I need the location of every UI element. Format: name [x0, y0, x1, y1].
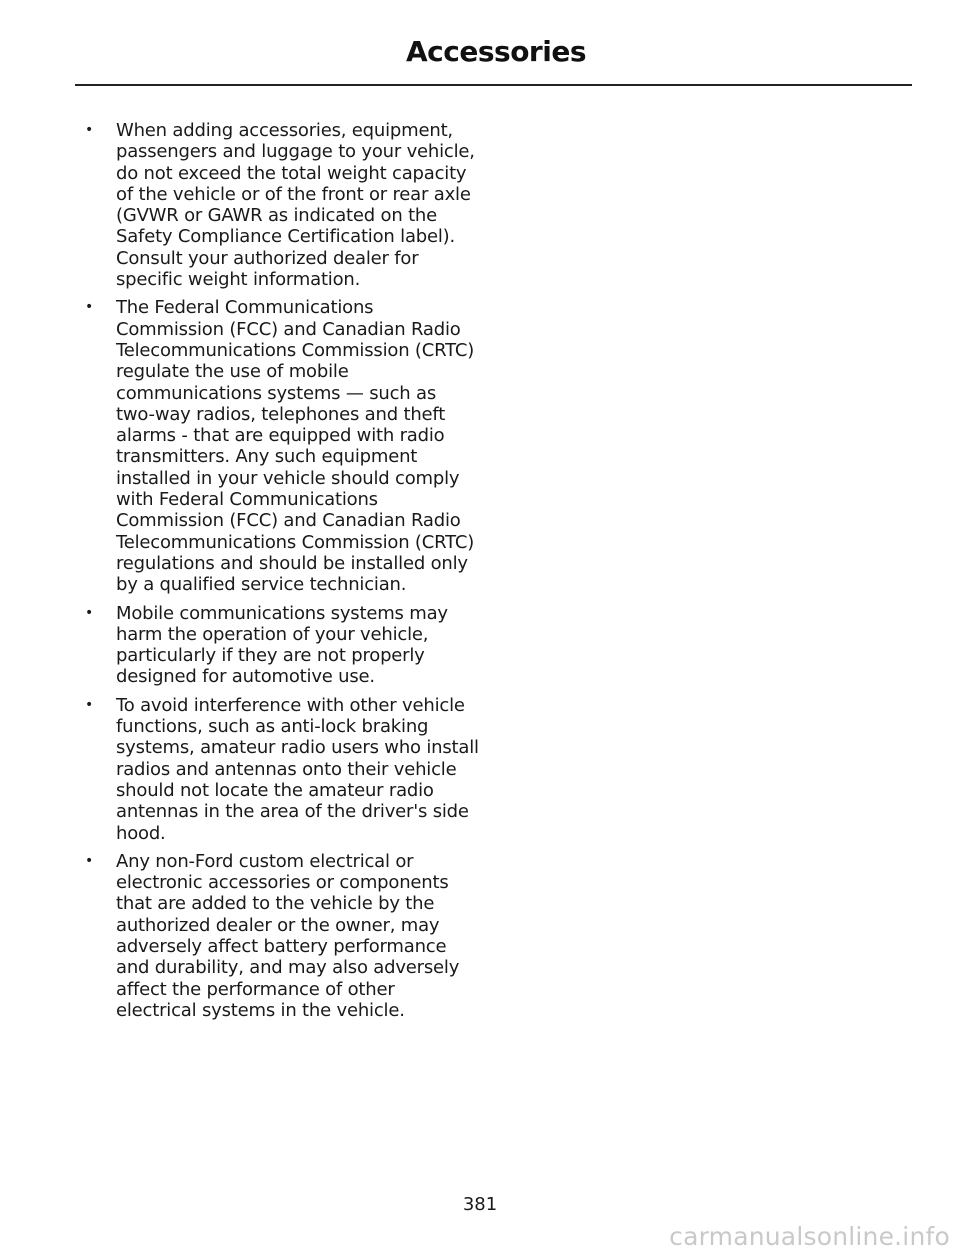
bullet-text: When adding accessories, equipment, passengers and luggage to your vehicle, do not exceed the total weight capacity of the vehicle or of the front or rear axle (GVWR or GAWR as indicated on the Safety Compliance Certification label). Consult your authorized dealer for specific weight information. [116, 120, 475, 291]
bullet-text: Any non-Ford custom electrical or electronic accessories or components that are added to the vehicle by the authorized dealer or the owner, may adversely affect battery performance and durability, and may also adversely affect the performance of other electrical systems in the vehicle. [116, 850, 460, 1021]
watermark: carmanualsonline.info [669, 1222, 950, 1251]
bullet-text: The Federal Communications Commission (FCC) and Canadian Radio Telecommunications Commission (CRTC) regulate the use of mobile communications systems — such as two-way radios, telephones and theft alarms - that are equipped with radio transmitters. Any such equipment installed in your vehicle should comply with Federal Communications Commission (FCC) and Canadian Radio Telecommunications Commission (CRTC) regulations and should be installed only by a qualified service technician. [116, 297, 475, 596]
list-item [85, 851, 480, 1021]
bullet-icon: • [85, 604, 94, 621]
bullet-icon: • [85, 299, 94, 316]
bullet-text: To avoid interference with other vehicle functions, such as anti-lock braking systems, amateur radio users who install radios and antennas onto their vehicle should not locate the amateur radio antennas in the area of the driver's side hood. [116, 694, 479, 844]
header-divider [75, 84, 912, 86]
list-item [85, 120, 480, 290]
page-header [0, 0, 960, 86]
bullet-text: Mobile communications systems may harm the operation of your vehicle, particularly if they are not properly designed for automotive use. [116, 602, 448, 688]
list-item [85, 603, 480, 688]
bullet-icon: • [85, 852, 94, 869]
list-item [85, 297, 480, 595]
bullet-icon: • [85, 122, 94, 138]
page-title: Accessories [406, 35, 586, 68]
bullet-icon: • [85, 696, 94, 713]
page-number: 381 [462, 1194, 498, 1215]
bullet-list [85, 120, 480, 1021]
page-content [85, 120, 480, 1028]
list-item [85, 695, 480, 844]
